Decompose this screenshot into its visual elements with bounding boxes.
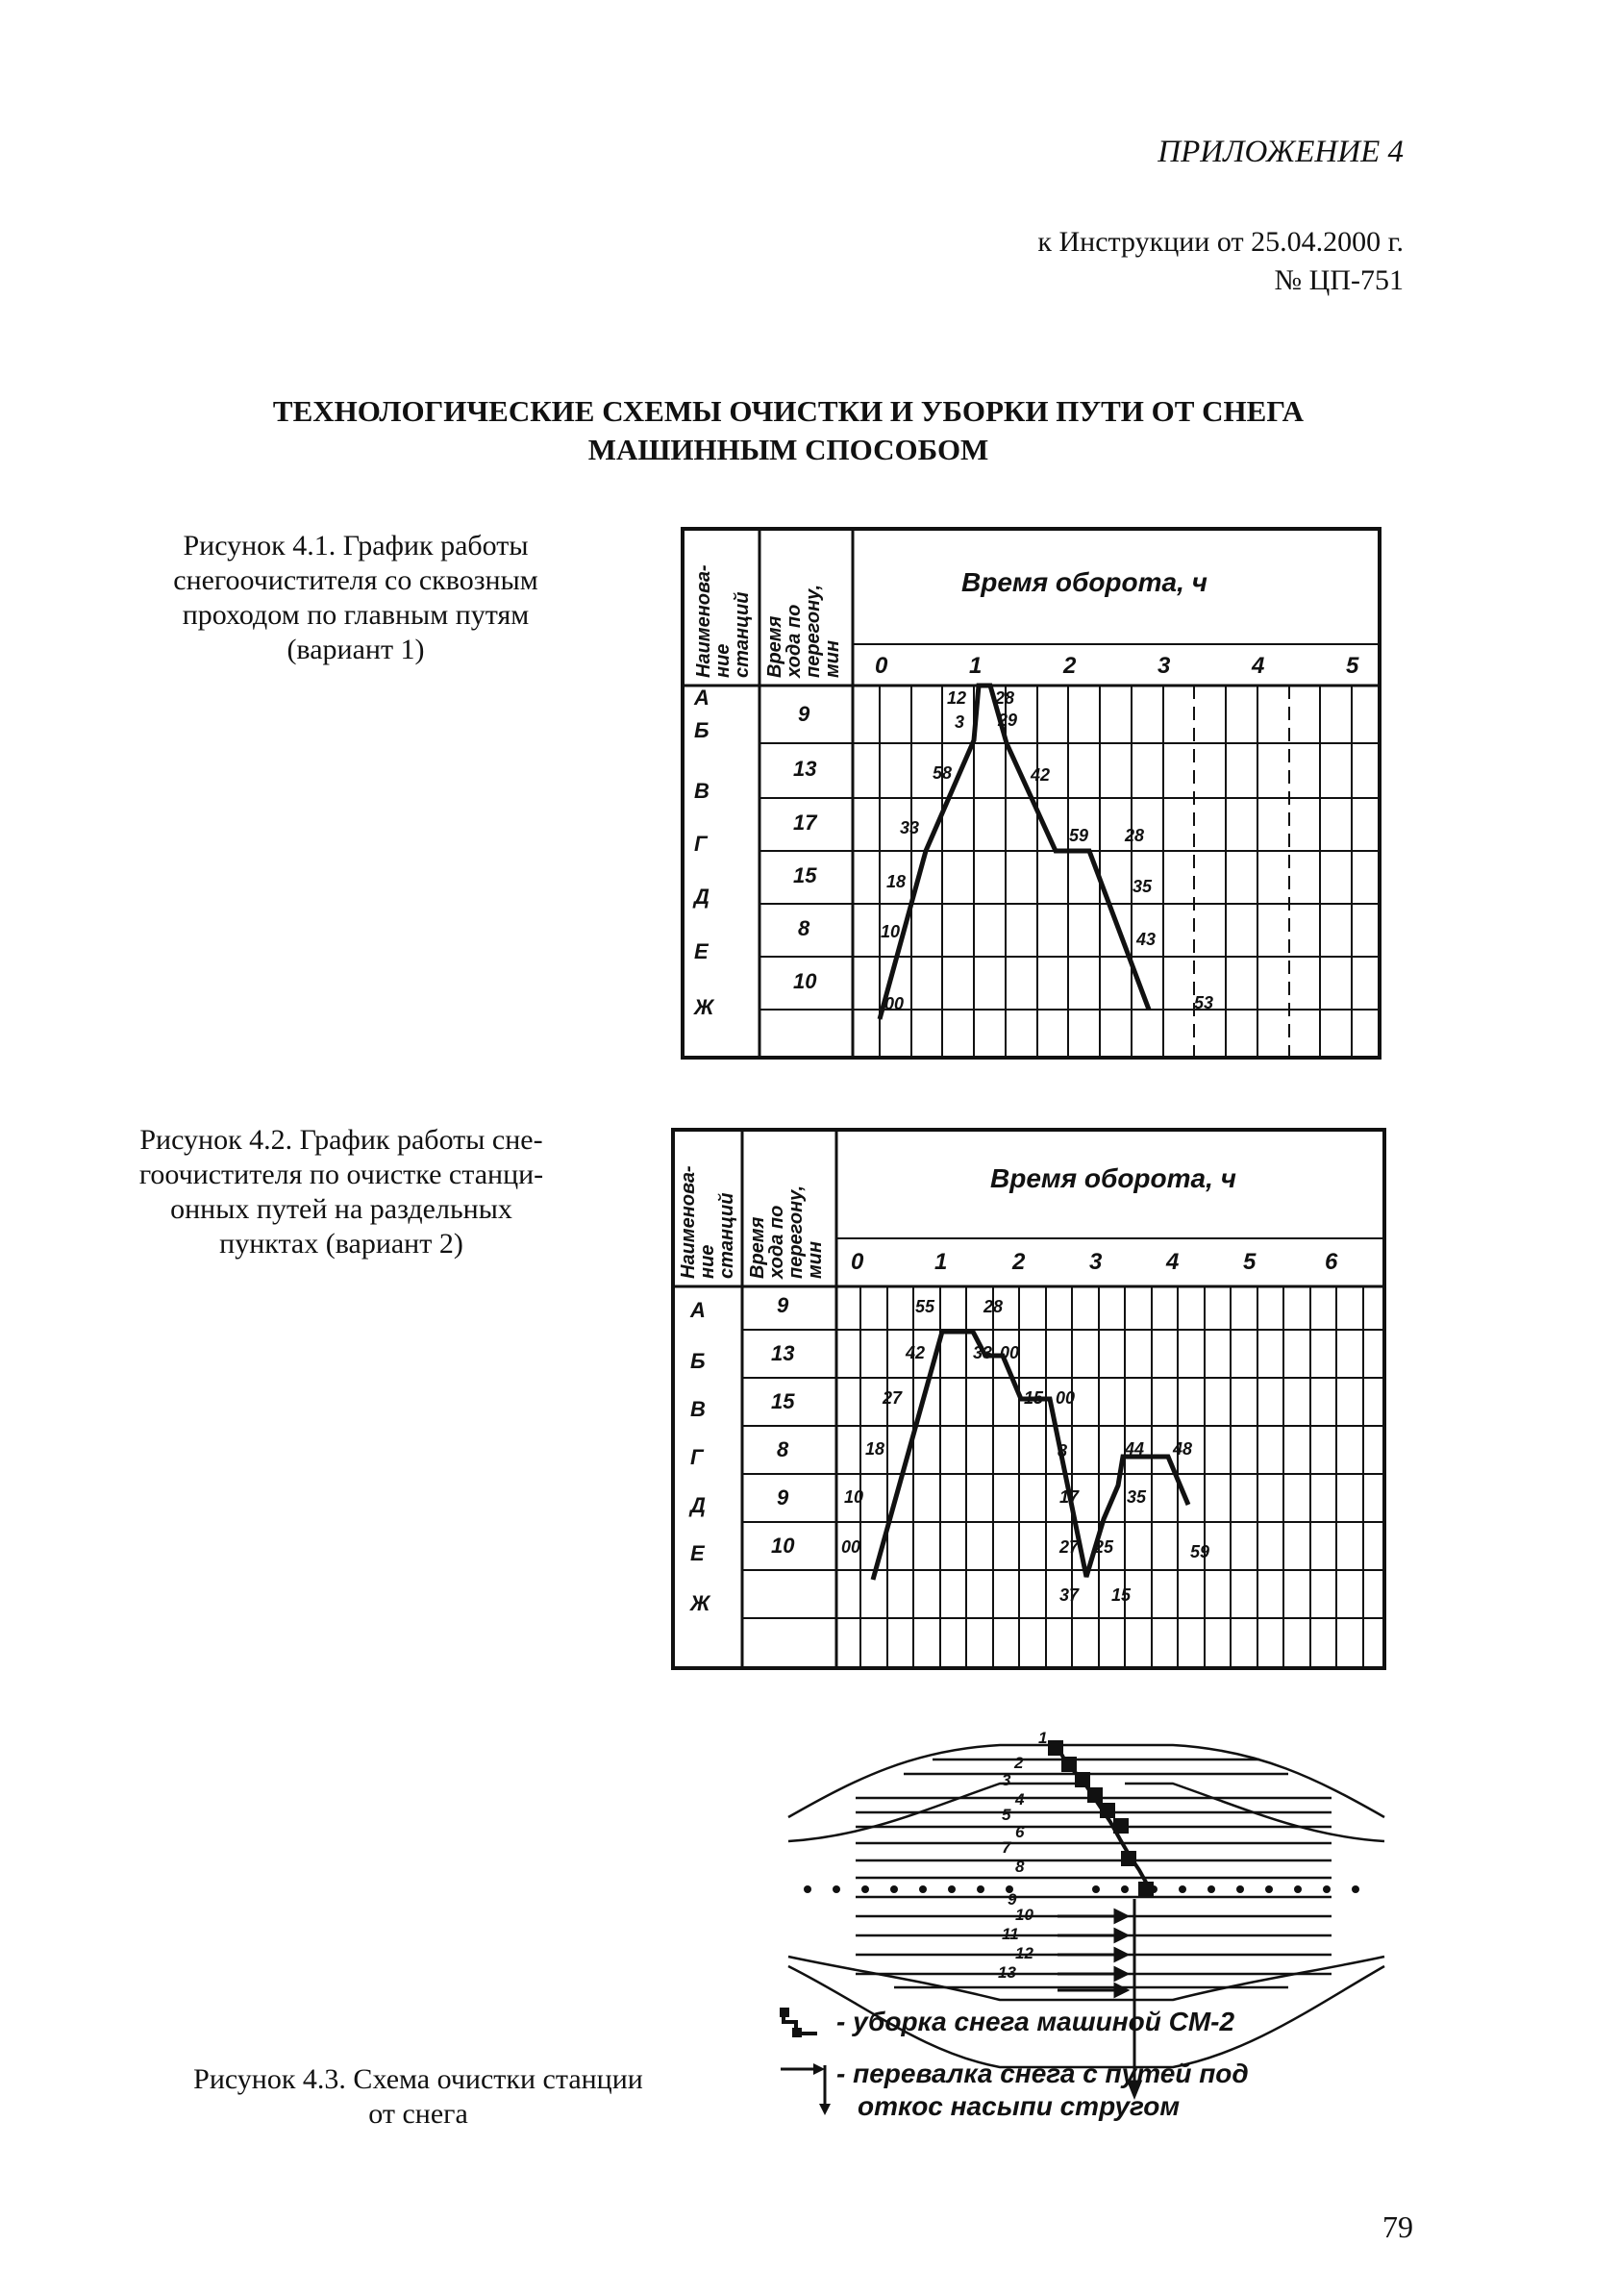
legend-line: - перевалка снега с путей под xyxy=(836,2059,1249,2088)
hour-label: 3 xyxy=(1157,653,1171,679)
run-time: 10 xyxy=(771,1534,795,1558)
hour-label: 3 xyxy=(1089,1249,1103,1275)
minute-label: 35 xyxy=(1133,877,1153,896)
track-number: 12 xyxy=(1015,1944,1033,1962)
minute-label: 00 xyxy=(841,1537,861,1557)
minute-label: 00 xyxy=(1000,1343,1020,1362)
hour-label: 2 xyxy=(1063,653,1077,679)
col2-header: хода по xyxy=(784,604,805,678)
track-number: 11 xyxy=(1002,1925,1019,1943)
minute-label: 3 xyxy=(955,712,965,732)
minute-label: 28 xyxy=(995,688,1015,708)
minute-label: 33 xyxy=(973,1343,993,1362)
hour-label: 0 xyxy=(851,1249,864,1275)
track-number: 1 xyxy=(1038,1729,1048,1747)
minute-label: 15 xyxy=(1024,1388,1044,1408)
station-label: Е xyxy=(694,939,709,963)
station-label: В xyxy=(690,1397,706,1421)
minute-label: 8 xyxy=(1058,1441,1068,1460)
minute-label: 15 xyxy=(1111,1585,1132,1605)
run-time: 15 xyxy=(771,1389,795,1413)
minute-label: 44 xyxy=(1125,1439,1145,1459)
station-label: Д xyxy=(690,1493,706,1517)
title-line-2: МАШИННЫМ СПОСОБОМ xyxy=(587,433,989,466)
caption-line: от снега xyxy=(368,2098,468,2130)
minute-label: 58 xyxy=(933,763,953,783)
caption-line: снегоочистителя со сквозным xyxy=(173,564,538,596)
appendix-label: ПРИЛОЖЕНИЕ 4 xyxy=(1157,135,1404,169)
instruction-reference xyxy=(904,223,1404,300)
run-time: 8 xyxy=(777,1437,789,1461)
hour-label: 2 xyxy=(1012,1249,1026,1275)
time-header: Время оборота, ч xyxy=(961,567,1207,597)
minute-label: 28 xyxy=(983,1297,1004,1316)
run-time: 17 xyxy=(793,811,817,835)
minute-label: 27 xyxy=(1059,1537,1080,1557)
minute-label: 27 xyxy=(883,1388,903,1408)
run-time: 13 xyxy=(771,1341,795,1365)
minute-label: 28 xyxy=(1125,826,1145,845)
minute-label: 37 xyxy=(1059,1585,1080,1605)
hour-label: 5 xyxy=(1243,1249,1257,1275)
legend-text-removal: - уборка снега машиной СМ-2 xyxy=(836,2007,1235,2036)
caption-line: проходом по главным путям xyxy=(182,599,530,631)
track-number: 9 xyxy=(1008,1890,1017,1909)
station-label: Ж xyxy=(690,1591,710,1615)
minute-label: 10 xyxy=(844,1487,864,1507)
minute-label: 10 xyxy=(881,922,901,941)
track-number: 5 xyxy=(1002,1806,1011,1824)
minute-label: 25 xyxy=(1094,1537,1114,1557)
col2-header: Время xyxy=(764,615,785,678)
station-label: А xyxy=(694,686,709,710)
station-label: Г xyxy=(694,832,708,856)
hour-label: 4 xyxy=(1252,653,1265,679)
figure-2-schedule-chart xyxy=(663,1125,1394,1678)
reference-line-1: к Инструкции от 25.04.2000 г. xyxy=(1037,226,1404,258)
track-number: 2 xyxy=(1014,1754,1024,1772)
hour-label: 0 xyxy=(875,653,888,679)
run-time: 9 xyxy=(777,1485,789,1510)
hour-label: 1 xyxy=(969,653,983,679)
hour-label: 6 xyxy=(1325,1249,1338,1275)
hour-label: 5 xyxy=(1346,653,1359,679)
hour-label: 1 xyxy=(934,1249,948,1275)
figure-3-legend xyxy=(779,2005,1394,2149)
track-number: 7 xyxy=(1002,1838,1011,1857)
minute-label: 48 xyxy=(1173,1439,1193,1459)
minute-label: 18 xyxy=(865,1439,885,1459)
minute-label: 59 xyxy=(1069,826,1089,845)
col1-header: ние xyxy=(712,643,734,678)
minute-label: 55 xyxy=(915,1297,935,1316)
station-label: Ж xyxy=(694,995,714,1019)
run-time: 9 xyxy=(777,1293,789,1317)
caption-line: Рисунок 4.2. График работы сне- xyxy=(139,1124,543,1156)
figure-3-caption xyxy=(144,2062,692,2132)
minute-label: 42 xyxy=(1031,765,1051,785)
col1-header: Наименова- xyxy=(693,564,714,678)
page-number: 79 xyxy=(1382,2209,1413,2244)
col2-header: Время xyxy=(747,1216,768,1279)
station-label: Б xyxy=(694,718,709,742)
caption-line: пунктах (вариант 2) xyxy=(219,1228,463,1260)
snow-shift-legend-icon xyxy=(779,2058,836,2115)
track-number: 13 xyxy=(998,1963,1016,1982)
minute-label: 17 xyxy=(1059,1487,1080,1507)
snow-removal-legend-icon xyxy=(779,2005,827,2043)
page-title xyxy=(115,392,1461,469)
station-label: Б xyxy=(690,1349,706,1373)
minute-label: 18 xyxy=(886,872,907,891)
figure-1-caption xyxy=(130,529,582,667)
hour-label: 4 xyxy=(1166,1249,1180,1275)
minute-label: 12 xyxy=(947,688,967,708)
col2-header: хода по xyxy=(766,1205,787,1279)
minute-label: 53 xyxy=(1194,993,1214,1012)
run-time: 9 xyxy=(798,702,810,726)
run-time: 8 xyxy=(798,916,810,940)
col2-header: перегону, xyxy=(785,1185,807,1279)
caption-line: гоочистителя по очистке станци- xyxy=(138,1159,544,1190)
col1-header: ние xyxy=(697,1244,718,1279)
col1-header: станций xyxy=(732,591,753,678)
reference-line-2: № ЦП-751 xyxy=(1274,264,1404,296)
station-label: Г xyxy=(690,1445,704,1469)
col2-header: мин xyxy=(822,639,843,678)
caption-line: онных путей на раздельных xyxy=(170,1193,512,1225)
run-time: 10 xyxy=(793,969,817,993)
title-line-1: ТЕХНОЛОГИЧЕСКИЕ СХЕМЫ ОЧИСТКИ И УБОРКИ ПУТИ ОТ СНЕГА xyxy=(272,394,1305,428)
legend-text-shift xyxy=(836,2058,1249,2123)
minute-label: 33 xyxy=(900,818,920,837)
run-time: 15 xyxy=(793,863,817,887)
col1-header: станций xyxy=(716,1192,737,1279)
legend-line: откос насыпи стругом xyxy=(858,2091,1181,2121)
caption-line: Рисунок 4.3. Схема очистки станции xyxy=(193,2063,643,2095)
minute-label: 00 xyxy=(1056,1388,1076,1408)
station-label: Д xyxy=(694,885,709,909)
track-number: 10 xyxy=(1015,1906,1033,1924)
caption-line: (вариант 1) xyxy=(286,634,425,665)
station-label: Е xyxy=(690,1541,705,1565)
col2-header: мин xyxy=(805,1240,826,1279)
station-label: В xyxy=(694,779,709,803)
snow-removal-path xyxy=(1050,1742,1152,1895)
time-header: Время оборота, ч xyxy=(990,1163,1236,1193)
figure-1-schedule-chart xyxy=(673,524,1384,1062)
minute-label: 59 xyxy=(1190,1542,1210,1561)
caption-line: Рисунок 4.1. График работы xyxy=(183,530,529,562)
track-number: 6 xyxy=(1015,1823,1025,1841)
minute-label: 29 xyxy=(998,711,1018,730)
col1-header: Наименова- xyxy=(678,1165,699,1279)
minute-label: 35 xyxy=(1127,1487,1147,1507)
track-number: 3 xyxy=(1002,1771,1011,1789)
col2-header: перегону, xyxy=(803,584,824,678)
minute-label: 42 xyxy=(906,1343,926,1362)
figure-2-caption xyxy=(106,1123,577,1261)
minute-label: 00 xyxy=(884,994,905,1013)
track-number: 8 xyxy=(1015,1858,1025,1876)
run-time: 13 xyxy=(793,757,817,781)
station-label: А xyxy=(690,1298,706,1322)
snowplow-route-line xyxy=(880,686,1149,1019)
minute-label: 43 xyxy=(1136,930,1157,949)
track-number: 4 xyxy=(1015,1790,1025,1809)
